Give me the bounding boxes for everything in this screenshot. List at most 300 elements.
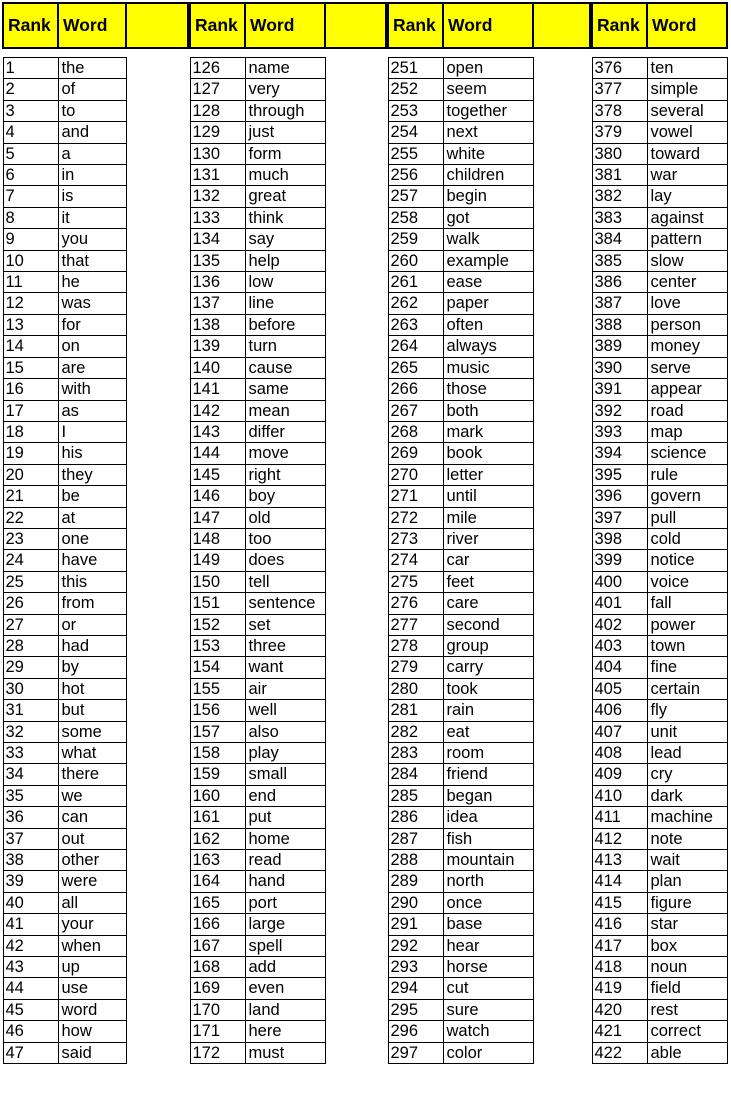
rank-cell: 156 (190, 700, 245, 721)
word-cell: at (58, 507, 126, 528)
rank-cell: 272 (388, 507, 443, 528)
rank-cell: 15 (3, 357, 58, 378)
word-table-2 (189, 2, 387, 1064)
word-cell: science (647, 443, 727, 464)
rank-cell: 147 (190, 507, 245, 528)
rank-cell: 415 (592, 892, 647, 913)
word-cell: too (245, 528, 325, 549)
table-row (592, 464, 727, 485)
table-row (3, 528, 188, 549)
word-cell: rest (647, 999, 727, 1020)
table-row (3, 999, 188, 1020)
rank-header: Rank (3, 3, 58, 48)
table-row (388, 250, 590, 271)
table-row (190, 293, 386, 314)
word-cell: we (58, 785, 126, 806)
word-cell: was (58, 293, 126, 314)
word-cell: idea (443, 807, 533, 828)
table-row (388, 807, 590, 828)
word-cell: with (58, 379, 126, 400)
word-cell: next (443, 122, 533, 143)
header-spacer (325, 3, 386, 48)
rank-cell: 167 (190, 935, 245, 956)
word-cell: pattern (647, 229, 727, 250)
word-cell: here (245, 1021, 325, 1042)
word-cell: this (58, 571, 126, 592)
word-cell: certain (647, 678, 727, 699)
rank-cell: 411 (592, 807, 647, 828)
table-row (388, 186, 590, 207)
table-row (3, 336, 188, 357)
table-row (388, 528, 590, 549)
table-row (592, 550, 727, 571)
table-row (3, 743, 188, 764)
table-row (190, 721, 386, 742)
table-row (388, 721, 590, 742)
table-row (3, 293, 188, 314)
rank-cell: 133 (190, 207, 245, 228)
rank-cell: 149 (190, 550, 245, 571)
word-cell: there (58, 764, 126, 785)
table-row (3, 507, 188, 528)
rank-cell: 388 (592, 314, 647, 335)
word-cell: read (245, 850, 325, 871)
word-cell: a (58, 143, 126, 164)
word-cell: fall (647, 593, 727, 614)
table-row (3, 978, 188, 999)
word-cell: air (245, 678, 325, 699)
table-row (388, 957, 590, 978)
word-cell: unit (647, 721, 727, 742)
rank-cell: 264 (388, 336, 443, 357)
rank-cell: 251 (388, 58, 443, 79)
rank-cell: 30 (3, 678, 58, 699)
table-row (388, 764, 590, 785)
rank-cell: 417 (592, 935, 647, 956)
table-row (190, 1021, 386, 1042)
word-cell: voice (647, 571, 727, 592)
rank-cell: 141 (190, 379, 245, 400)
table-row (190, 550, 386, 571)
word-cell: I (58, 421, 126, 442)
word-cell: were (58, 871, 126, 892)
rank-cell: 162 (190, 828, 245, 849)
rank-cell: 378 (592, 100, 647, 121)
table-row (592, 914, 727, 935)
word-cell: same (245, 379, 325, 400)
table-row (3, 957, 188, 978)
rank-cell: 154 (190, 657, 245, 678)
table-row (3, 464, 188, 485)
table-row (388, 207, 590, 228)
table-row (3, 357, 188, 378)
table-row (3, 443, 188, 464)
table-row (3, 165, 188, 186)
word-cell: through (245, 100, 325, 121)
word-cell: correct (647, 1021, 727, 1042)
word-cell: hand (245, 871, 325, 892)
rank-cell: 261 (388, 272, 443, 293)
word-cell: mean (245, 400, 325, 421)
word-cell: help (245, 250, 325, 271)
table-row (3, 79, 188, 100)
rank-cell: 23 (3, 528, 58, 549)
rank-cell: 277 (388, 614, 443, 635)
table-row (190, 58, 386, 79)
word-cell: got (443, 207, 533, 228)
rank-cell: 275 (388, 571, 443, 592)
table-row (3, 635, 188, 656)
rank-cell: 128 (190, 100, 245, 121)
table-row (592, 100, 727, 121)
table-row (388, 1042, 590, 1063)
table-row (190, 314, 386, 335)
table-row (388, 165, 590, 186)
table-row (388, 314, 590, 335)
word-cell: star (647, 914, 727, 935)
table-row (190, 700, 386, 721)
word-cell: in (58, 165, 126, 186)
header-row (388, 3, 590, 48)
table-row (592, 336, 727, 357)
rank-cell: 265 (388, 357, 443, 378)
rank-cell: 166 (190, 914, 245, 935)
rank-cell: 139 (190, 336, 245, 357)
rank-cell: 288 (388, 850, 443, 871)
word-cell: serve (647, 357, 727, 378)
header-spacer (533, 3, 590, 48)
word-cell: fine (647, 657, 727, 678)
rank-cell: 161 (190, 807, 245, 828)
rank-cell: 171 (190, 1021, 245, 1042)
word-cell: also (245, 721, 325, 742)
header-row (592, 3, 727, 48)
rank-cell: 155 (190, 678, 245, 699)
rank-cell: 394 (592, 443, 647, 464)
table-row (592, 657, 727, 678)
rank-cell: 410 (592, 785, 647, 806)
rank-cell: 130 (190, 143, 245, 164)
word-cell: that (58, 250, 126, 271)
word-cell: line (245, 293, 325, 314)
table-row (388, 379, 590, 400)
rank-cell: 389 (592, 336, 647, 357)
table-row (592, 999, 727, 1020)
table-row (592, 764, 727, 785)
rank-cell: 13 (3, 314, 58, 335)
rank-cell: 385 (592, 250, 647, 271)
rank-cell: 35 (3, 785, 58, 806)
word-cell: cry (647, 764, 727, 785)
word-cell: always (443, 336, 533, 357)
rank-cell: 397 (592, 507, 647, 528)
table-row (3, 871, 188, 892)
table-row (190, 593, 386, 614)
table-row (592, 935, 727, 956)
table-row (190, 272, 386, 293)
word-cell: play (245, 743, 325, 764)
table-row (592, 700, 727, 721)
word-cell: appear (647, 379, 727, 400)
word-cell: toward (647, 143, 727, 164)
word-cell: power (647, 614, 727, 635)
table-row (592, 614, 727, 635)
rank-cell: 37 (3, 828, 58, 849)
word-table-4 (591, 2, 728, 1064)
table-row (592, 528, 727, 549)
word-cell: slow (647, 250, 727, 271)
table-row (592, 229, 727, 250)
table-row (190, 421, 386, 442)
table-row (3, 100, 188, 121)
word-cell: put (245, 807, 325, 828)
word-cell: some (58, 721, 126, 742)
table-row (3, 614, 188, 635)
word-cell: mile (443, 507, 533, 528)
table-row (190, 935, 386, 956)
word-cell: small (245, 764, 325, 785)
rank-cell: 258 (388, 207, 443, 228)
rank-cell: 412 (592, 828, 647, 849)
table-row (388, 678, 590, 699)
table-row (3, 250, 188, 271)
table-row (388, 486, 590, 507)
rank-cell: 255 (388, 143, 443, 164)
word-cell: center (647, 272, 727, 293)
word-cell: set (245, 614, 325, 635)
rank-cell: 45 (3, 999, 58, 1020)
table-row (3, 914, 188, 935)
table-row (3, 678, 188, 699)
table-row (592, 293, 727, 314)
rank-cell: 409 (592, 764, 647, 785)
word-cell: end (245, 785, 325, 806)
rank-cell: 4 (3, 122, 58, 143)
word-cell: second (443, 614, 533, 635)
table-row (592, 850, 727, 871)
rank-cell: 143 (190, 421, 245, 442)
rank-cell: 384 (592, 229, 647, 250)
rank-cell: 380 (592, 143, 647, 164)
rank-cell: 403 (592, 635, 647, 656)
word-cell: it (58, 207, 126, 228)
word-cell: add (245, 957, 325, 978)
word-cell: by (58, 657, 126, 678)
table-row (388, 785, 590, 806)
gap-row (190, 48, 386, 58)
table-row (3, 892, 188, 913)
word-cell: ten (647, 58, 727, 79)
word-cell: rule (647, 464, 727, 485)
table-row (3, 229, 188, 250)
word-cell: to (58, 100, 126, 121)
table-row (592, 314, 727, 335)
rank-cell: 377 (592, 79, 647, 100)
word-cell: mark (443, 421, 533, 442)
table-row (592, 807, 727, 828)
word-cell: vowel (647, 122, 727, 143)
rank-cell: 42 (3, 935, 58, 956)
word-cell: they (58, 464, 126, 485)
word-cell: fly (647, 700, 727, 721)
table-row (388, 850, 590, 871)
word-cell: his (58, 443, 126, 464)
table-row (3, 828, 188, 849)
rank-cell: 418 (592, 957, 647, 978)
word-cell: group (443, 635, 533, 656)
rank-cell: 153 (190, 635, 245, 656)
word-cell: feet (443, 571, 533, 592)
word-cell: turn (245, 336, 325, 357)
word-cell: field (647, 978, 727, 999)
table-row (592, 272, 727, 293)
rank-cell: 3 (3, 100, 58, 121)
word-cell: before (245, 314, 325, 335)
rank-cell: 22 (3, 507, 58, 528)
table-row (3, 272, 188, 293)
table-row (190, 400, 386, 421)
rank-cell: 145 (190, 464, 245, 485)
word-cell: low (245, 272, 325, 293)
word-cell: car (443, 550, 533, 571)
rank-cell: 297 (388, 1042, 443, 1063)
rank-cell: 284 (388, 764, 443, 785)
word-cell: use (58, 978, 126, 999)
rank-cell: 24 (3, 550, 58, 571)
word-cell: watch (443, 1021, 533, 1042)
word-cell: example (443, 250, 533, 271)
rank-cell: 396 (592, 486, 647, 507)
rank-cell: 407 (592, 721, 647, 742)
word-cell: town (647, 635, 727, 656)
rank-cell: 8 (3, 207, 58, 228)
table-row (3, 657, 188, 678)
rank-cell: 292 (388, 935, 443, 956)
word-header: Word (245, 3, 325, 48)
rank-cell: 405 (592, 678, 647, 699)
rank-cell: 376 (592, 58, 647, 79)
rank-cell: 29 (3, 657, 58, 678)
rank-cell: 406 (592, 700, 647, 721)
word-cell: walk (443, 229, 533, 250)
rank-cell: 294 (388, 978, 443, 999)
table-row (388, 443, 590, 464)
table-row (190, 850, 386, 871)
rank-cell: 253 (388, 100, 443, 121)
rank-cell: 2 (3, 79, 58, 100)
word-cell: up (58, 957, 126, 978)
table-row (388, 400, 590, 421)
word-cell: for (58, 314, 126, 335)
rank-cell: 401 (592, 593, 647, 614)
word-cell: notice (647, 550, 727, 571)
word-cell: box (647, 935, 727, 956)
rank-cell: 7 (3, 186, 58, 207)
word-cell: three (245, 635, 325, 656)
rank-cell: 137 (190, 293, 245, 314)
rank-cell: 38 (3, 850, 58, 871)
word-cell: had (58, 635, 126, 656)
rank-cell: 391 (592, 379, 647, 400)
table-row (190, 79, 386, 100)
table-row (3, 807, 188, 828)
rank-cell: 393 (592, 421, 647, 442)
rank-cell: 16 (3, 379, 58, 400)
word-cell: note (647, 828, 727, 849)
table-row (190, 828, 386, 849)
word-cell: took (443, 678, 533, 699)
word-cell: those (443, 379, 533, 400)
word-cell: money (647, 336, 727, 357)
rank-cell: 127 (190, 79, 245, 100)
rank-cell: 131 (190, 165, 245, 186)
word-cell: are (58, 357, 126, 378)
table-row (190, 871, 386, 892)
rank-cell: 168 (190, 957, 245, 978)
rank-cell: 146 (190, 486, 245, 507)
rank-cell: 386 (592, 272, 647, 293)
table-row (190, 250, 386, 271)
table-row (388, 550, 590, 571)
rank-cell: 263 (388, 314, 443, 335)
rank-cell: 419 (592, 978, 647, 999)
word-cell: seem (443, 79, 533, 100)
rank-cell: 398 (592, 528, 647, 549)
rank-cell: 254 (388, 122, 443, 143)
rank-cell: 27 (3, 614, 58, 635)
table-row (190, 678, 386, 699)
word-cell: open (443, 58, 533, 79)
word-cell: but (58, 700, 126, 721)
rank-cell: 28 (3, 635, 58, 656)
word-cell: begin (443, 186, 533, 207)
word-cell: and (58, 122, 126, 143)
rank-cell: 148 (190, 528, 245, 549)
rank-cell: 135 (190, 250, 245, 271)
rank-cell: 296 (388, 1021, 443, 1042)
table-row (190, 464, 386, 485)
word-cell: sentence (245, 593, 325, 614)
word-cell: cut (443, 978, 533, 999)
rank-cell: 379 (592, 122, 647, 143)
rank-cell: 289 (388, 871, 443, 892)
table-row (3, 935, 188, 956)
word-cell: large (245, 914, 325, 935)
word-cell: music (443, 357, 533, 378)
rank-cell: 20 (3, 464, 58, 485)
word-cell: can (58, 807, 126, 828)
word-cell: is (58, 186, 126, 207)
rank-cell: 36 (3, 807, 58, 828)
word-cell: fish (443, 828, 533, 849)
word-cell: say (245, 229, 325, 250)
rank-cell: 165 (190, 892, 245, 913)
word-cell: love (647, 293, 727, 314)
table-row (592, 1042, 727, 1063)
word-cell: differ (245, 421, 325, 442)
word-cell: how (58, 1021, 126, 1042)
word-cell: hot (58, 678, 126, 699)
table-row (3, 207, 188, 228)
table-row (388, 464, 590, 485)
rank-cell: 46 (3, 1021, 58, 1042)
word-cell: port (245, 892, 325, 913)
table-row (592, 58, 727, 79)
rank-cell: 291 (388, 914, 443, 935)
word-cell: lead (647, 743, 727, 764)
table-row (592, 379, 727, 400)
rank-cell: 9 (3, 229, 58, 250)
